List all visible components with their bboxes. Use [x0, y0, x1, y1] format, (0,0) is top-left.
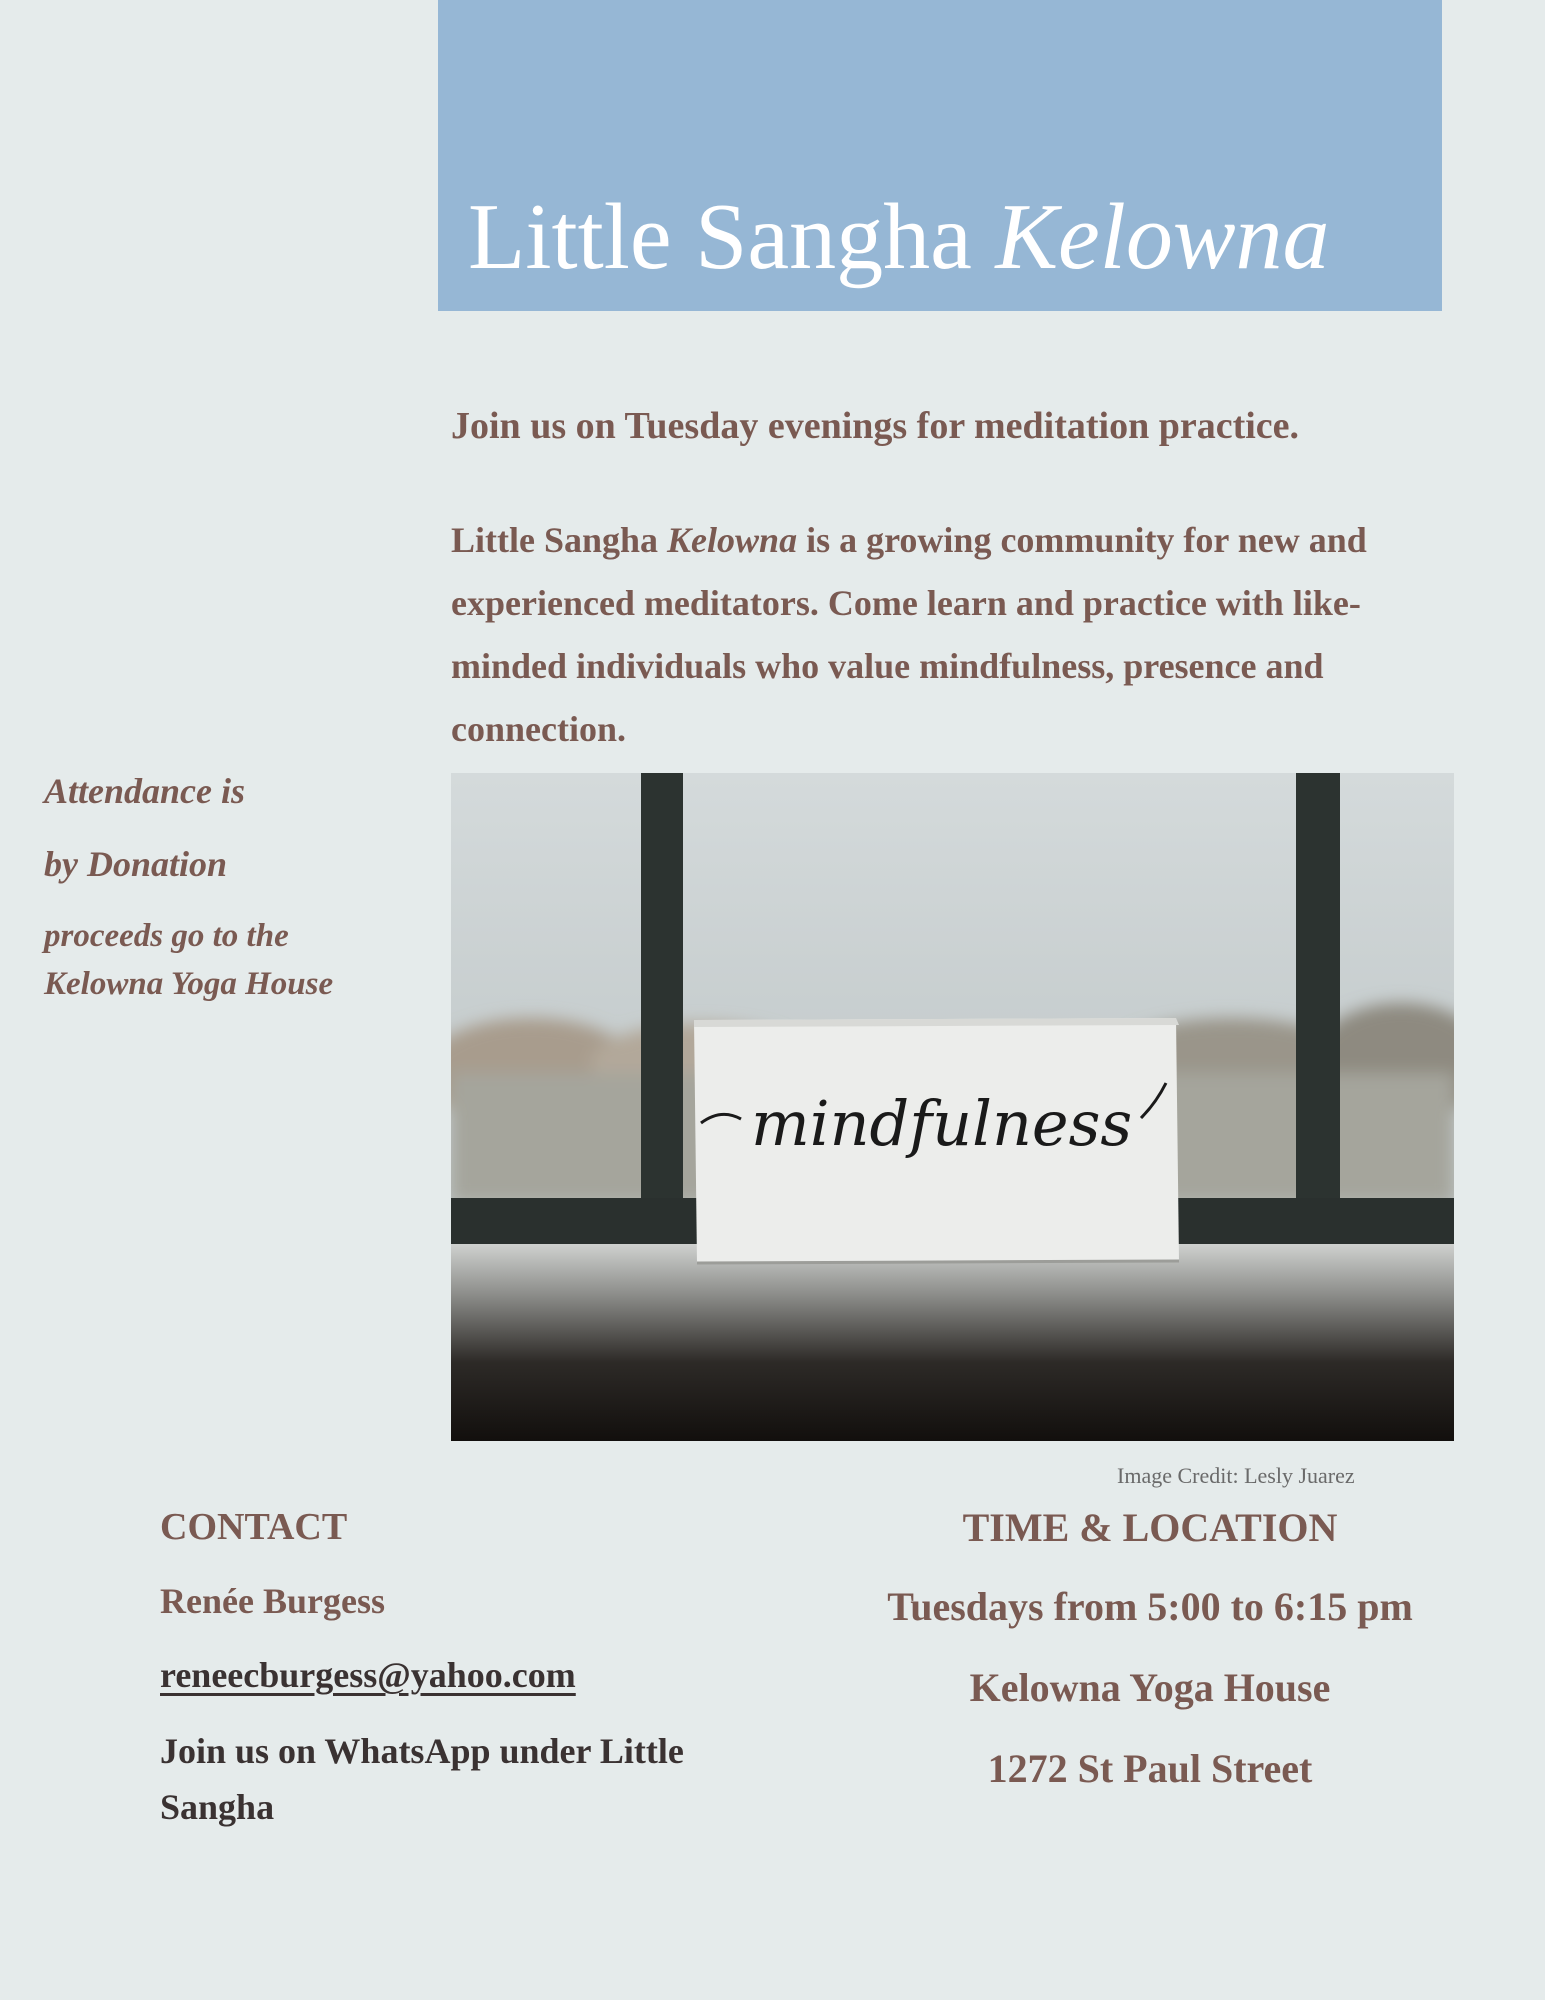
meeting-time: Tuesdays from 5:00 to 6:15 pm	[887, 1584, 1413, 1629]
donation-line-1: Attendance is	[44, 771, 246, 811]
intro-paragraph	[451, 509, 1431, 761]
tagline: Join us on Tuesday evenings for meditation practice.	[451, 405, 1300, 447]
donation-line-2: by Donation	[44, 844, 228, 884]
contact-heading: CONTACT	[160, 1506, 348, 1548]
page-title	[468, 182, 1330, 292]
image-credit: Image Credit: Lesly Juarez	[1117, 1463, 1355, 1488]
card-text: mindfulness	[751, 1087, 1133, 1160]
mindfulness-photo	[451, 773, 1454, 1441]
time-location-heading: TIME & LOCATION	[962, 1505, 1338, 1550]
meeting-street: 1272 St Paul Street	[987, 1746, 1313, 1791]
intro-italic: Kelowna	[667, 520, 798, 560]
contact-email-link[interactable]: reneecburgess@yahoo.com	[160, 1655, 576, 1695]
title-main: Little Sangha	[468, 185, 972, 289]
intro-part1: Little Sangha	[451, 520, 668, 560]
intro-part2: is a growing community for new and experienced meditators. Come learn and practice with like-minded individuals who value mindfulness, presence and connection.	[451, 520, 1367, 749]
donation-line-3: proceeds go to the Kelowna Yoga House	[44, 918, 334, 1002]
contact-whatsapp: Join us on WhatsApp under Little Sangha	[160, 1731, 684, 1827]
contact-name: Renée Burgess	[160, 1581, 385, 1621]
meeting-venue: Kelowna Yoga House	[969, 1665, 1331, 1710]
title-italic: Kelowna	[995, 185, 1330, 289]
